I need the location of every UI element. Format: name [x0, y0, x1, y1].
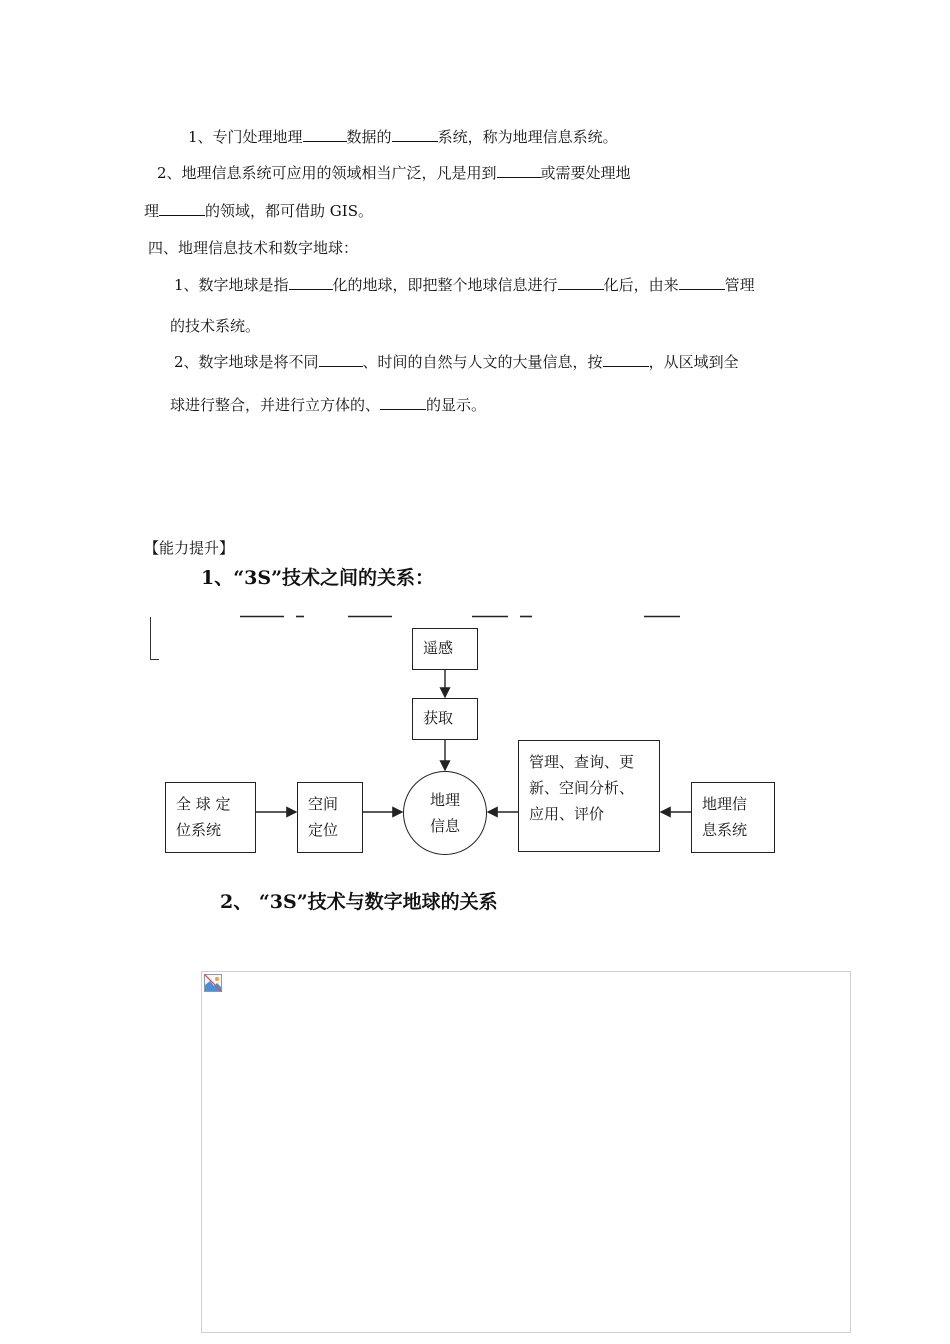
heading-3s-digital-earth: 2、 “3S”技术与数字地球的关系	[220, 891, 498, 913]
image-placeholder-frame	[201, 971, 851, 1333]
digital-earth-question-1-line-1: 1、数字地球是指 化的地球，即把整个地球信息进行 化后，由来 管理	[174, 276, 755, 294]
node-gps: 全 球 定 位系统	[165, 782, 256, 853]
gis-question-2-line-2: 理 的领域，都可借助 GIS。	[144, 202, 373, 220]
gis-question-2-line-1: 2、地理信息系统可应用的领域相当广泛，凡是用到 或需要处理地	[157, 164, 631, 182]
section-4-title: 四、地理信息技术和数字地球：	[148, 239, 359, 257]
digital-earth-question-2-line-2: 球进行整合，并进行立方体的、 的显示。	[170, 396, 487, 414]
digital-earth-question-2-line-1: 2、数字地球是将不同 、时间的自然与人文的大量信息，按 ，从区域到全	[174, 353, 739, 371]
ability-label: 【能力提升】	[144, 539, 235, 557]
broken-image-icon	[204, 974, 222, 992]
gis-question-1: 1、专门处理地理 数据的 系统，称为地理信息系统。	[188, 128, 618, 146]
heading-3s-relations: 1、“3S”技术之间的关系：	[201, 567, 435, 589]
node-remote-sensing: 遥感	[412, 628, 478, 670]
node-geographic-information: 地理 信息	[403, 771, 487, 855]
node-gis: 地理信 息系统	[691, 782, 775, 853]
node-acquire: 获取	[412, 698, 478, 740]
node-spatial-positioning: 空间 定位	[297, 782, 363, 853]
digital-earth-question-1-line-2: 的技术系统。	[170, 317, 261, 335]
node-management-functions: 管理、查询、更 新、空间分析、 应用、评价	[518, 740, 660, 852]
